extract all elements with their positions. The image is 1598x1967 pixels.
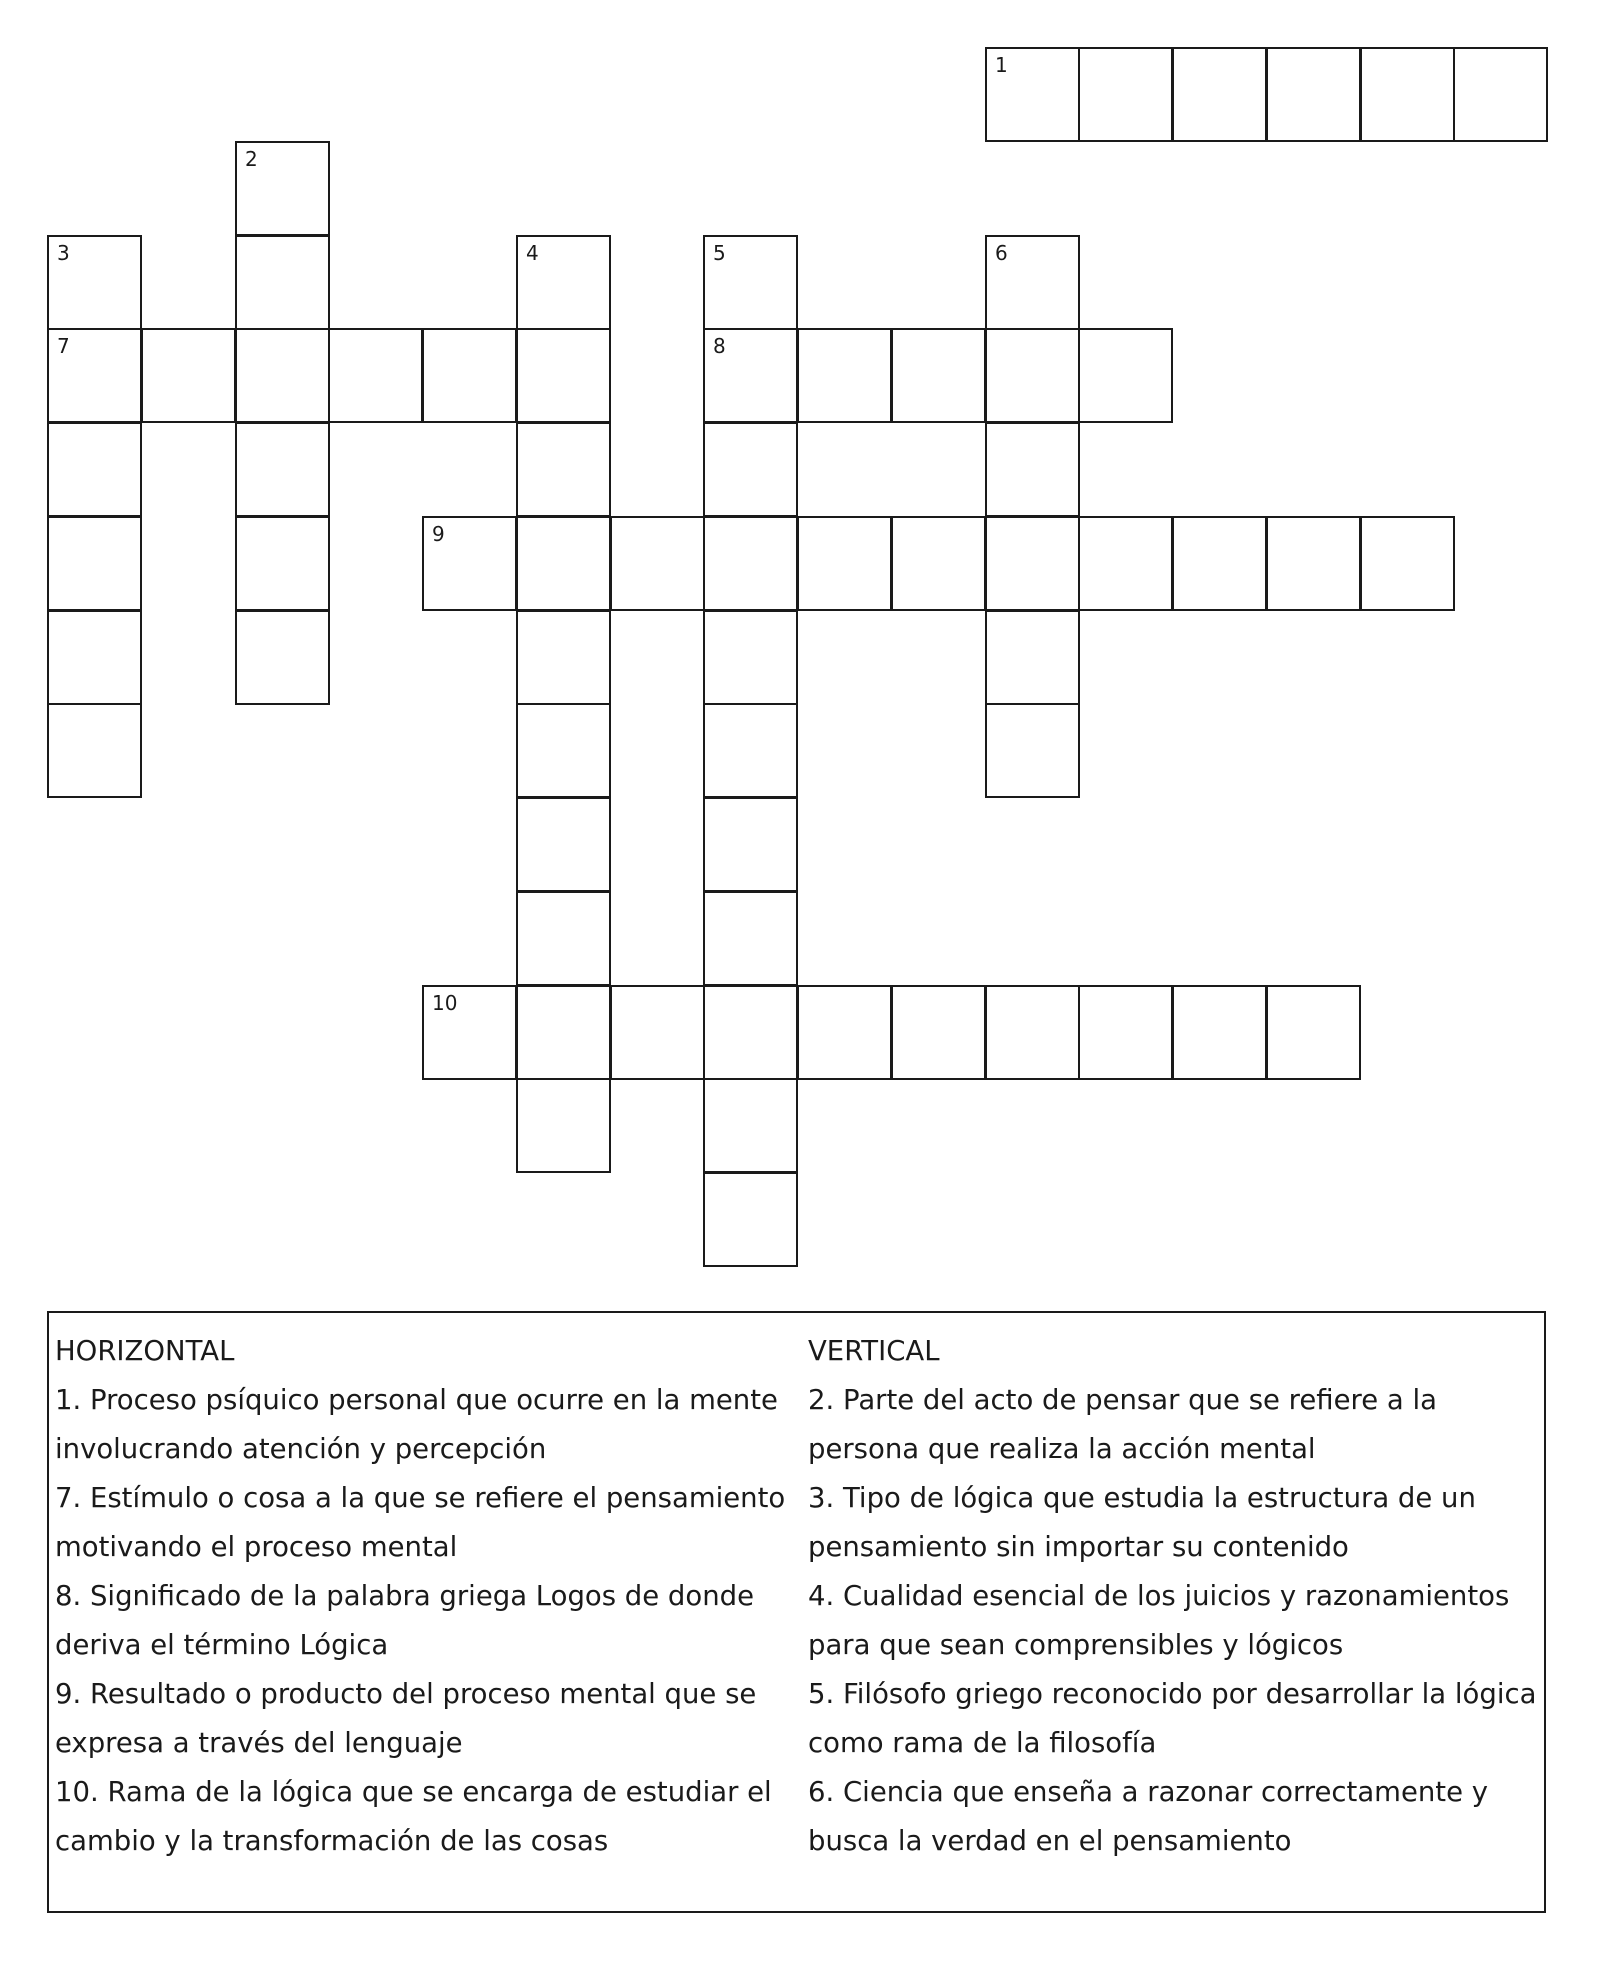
crossword-cell[interactable] [703,235,798,330]
crossword-cell[interactable] [422,516,517,611]
clue-number: 10 [432,991,458,1015]
clue-number: 4 [526,241,539,265]
clue-number: 3 [57,241,70,265]
crossword-cell[interactable] [610,985,705,1080]
crossword-cell[interactable] [891,516,986,611]
crossword-cell[interactable] [1360,516,1455,611]
crossword-cell[interactable] [1078,985,1173,1080]
clue-horizontal-7: 7. Estímulo o cosa a la que se refiere el pensamiento motivando el proceso mental [55,1482,786,1563]
clue-vertical-6: 6. Ciencia que enseña a razonar correctamente y busca la verdad en el pensamiento [808,1776,1489,1857]
crossword-cell[interactable] [516,985,611,1080]
crossword-cell[interactable] [985,516,1080,611]
horizontal-heading: HORIZONTAL [55,1335,235,1367]
crossword-cell[interactable] [985,328,1080,423]
crossword-cell[interactable] [47,703,142,798]
vertical-heading: VERTICAL [808,1335,940,1367]
crossword-cell[interactable] [1266,47,1361,142]
clue-horizontal-10: 10. Rama de la lógica que se encarga de estudiar el cambio y la transformación de las cosas [55,1776,772,1857]
crossword-cell[interactable] [703,516,798,611]
clue-horizontal-1: 1. Proceso psíquico personal que ocurre en la mente involucrando atención y percepción [55,1384,778,1465]
horizontal-clues [55,1327,795,1866]
crossword-cell[interactable] [610,516,705,611]
crossword-cell[interactable] [516,891,611,986]
clue-horizontal-9: 9. Resultado o producto del proceso mental que se expresa a través del lenguaje [55,1678,757,1759]
crossword-cell[interactable] [422,985,517,1080]
crossword-cell[interactable] [1172,47,1267,142]
crossword-cell[interactable] [985,703,1080,798]
crossword-cell[interactable] [516,516,611,611]
crossword-cell[interactable] [985,422,1080,517]
crossword-cell[interactable] [703,328,798,423]
clue-vertical-2: 2. Parte del acto de pensar que se refiere a la persona que realiza la acción mental [808,1384,1437,1465]
clue-number: 5 [713,241,726,265]
crossword-cell[interactable] [797,328,892,423]
crossword-cell[interactable] [516,1078,611,1173]
clue-vertical-4: 4. Cualidad esencial de los juicios y razonamientos para que sean comprensibles y lógicos [808,1580,1510,1661]
crossword-cell[interactable] [703,1078,798,1173]
crossword-cell[interactable] [1360,47,1455,142]
crossword-cell[interactable] [797,985,892,1080]
crossword-cell[interactable] [235,516,330,611]
crossword-cell[interactable] [1078,328,1173,423]
crossword-cell[interactable] [141,328,236,423]
crossword-cell[interactable] [703,422,798,517]
crossword-cell[interactable] [703,703,798,798]
crossword-cell[interactable] [47,516,142,611]
crossword-cell[interactable] [1266,516,1361,611]
crossword-cell[interactable] [985,610,1080,705]
clue-horizontal-8: 8. Significado de la palabra griega Logos de donde deriva el término Lógica [55,1580,755,1661]
crossword-cell[interactable] [235,235,330,330]
crossword-cell[interactable] [235,610,330,705]
crossword-cell[interactable] [891,985,986,1080]
clue-vertical-3: 3. Tipo de lógica que estudia la estructura de un pensamiento sin importar su contenido [808,1482,1476,1563]
crossword-cell[interactable] [47,422,142,517]
clues-box [47,1311,1546,1913]
clue-number: 9 [432,522,445,546]
crossword-cell[interactable] [235,141,330,236]
crossword-cell[interactable] [1078,516,1173,611]
crossword-cell[interactable] [703,610,798,705]
crossword-cell[interactable] [47,328,142,423]
vertical-clues [808,1327,1538,1866]
crossword-cell[interactable] [797,516,892,611]
crossword-cell[interactable] [516,610,611,705]
crossword-cell[interactable] [47,610,142,705]
crossword-cell[interactable] [47,235,142,330]
crossword-cell[interactable] [703,1172,798,1267]
crossword-cell[interactable] [1172,516,1267,611]
clue-number: 2 [245,147,258,171]
crossword-cell[interactable] [1266,985,1361,1080]
crossword-cell[interactable] [703,797,798,892]
crossword-cell[interactable] [235,328,330,423]
crossword-cell[interactable] [516,328,611,423]
crossword-cell[interactable] [703,985,798,1080]
crossword-cell[interactable] [1078,47,1173,142]
crossword-cell[interactable] [516,703,611,798]
clue-number: 6 [995,241,1008,265]
crossword-cell[interactable] [985,235,1080,330]
crossword-cell[interactable] [985,47,1080,142]
crossword-cell[interactable] [516,422,611,517]
crossword-cell[interactable] [891,328,986,423]
crossword-cell[interactable] [1172,985,1267,1080]
clue-number: 7 [57,334,70,358]
crossword-cell[interactable] [422,328,517,423]
clue-number: 8 [713,334,726,358]
crossword-cell[interactable] [985,985,1080,1080]
crossword-cell[interactable] [328,328,423,423]
crossword-cell[interactable] [703,891,798,986]
crossword-cell[interactable] [235,422,330,517]
crossword-cell[interactable] [516,235,611,330]
clue-number: 1 [995,53,1008,77]
clue-vertical-5: 5. Filósofo griego reconocido por desarrollar la lógica como rama de la filosofía [808,1678,1537,1759]
crossword-cell[interactable] [1453,47,1548,142]
crossword-cell[interactable] [516,797,611,892]
